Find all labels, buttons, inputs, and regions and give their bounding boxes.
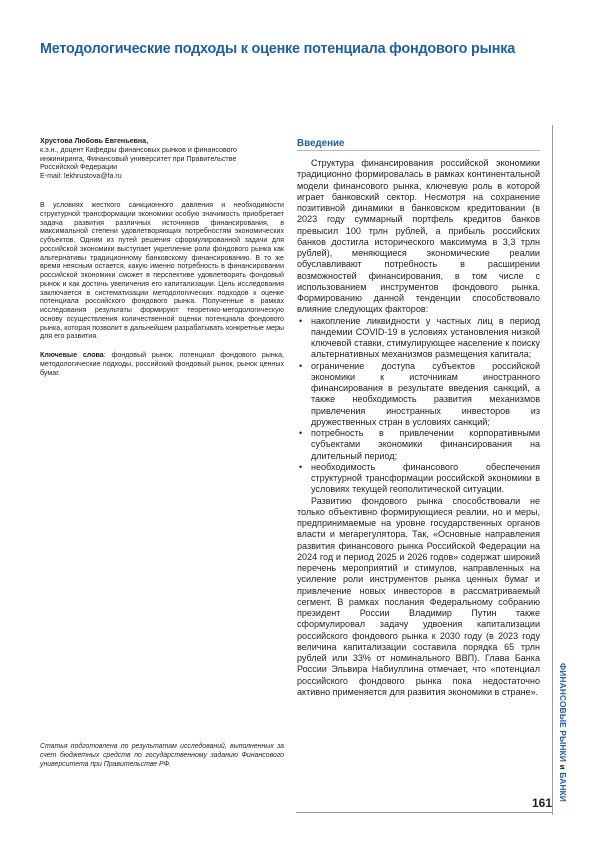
author-block <box>40 137 284 181</box>
page-number: 161 <box>531 796 552 810</box>
keywords-label: Ключевые слова <box>40 351 104 359</box>
main-text-column <box>297 158 540 698</box>
abstract: В условиях жесткого санкционного давления и необходимости структурной трансформации экономики особую значимость приобретает задача развития различных источников финансирования, в максимальной степени удовлетворяющих потребностям экономических субъектов. Одним из путей решения сформулированной задачи для российской экономики выступает укрепление роли фондового рынка как альтернативы традиционному банковскому финансированию. В то же время неясным остается, какую именно потребность в финансировании российской экономики сможет в перспективе удовлетворять фондовый рынок и как достичь увеличения его капитализации. Цель исследования заключается в систематизации методологических подходов к оценке потенциала российского фондового рынка. Полученные в рамках исследования результаты формируют теоретико-методологическую основу осуществления количественной оценки потенциала фондового рынка, которая позволит в дальнейшем разрабатывать конкретные меры для его развития. <box>40 201 284 341</box>
factors-list <box>297 316 540 496</box>
journal-section-label: ФИНАНСОВЫЕ РЫНКИ и БАНКИ <box>558 663 568 803</box>
section-divider <box>297 150 540 151</box>
funding-footnote: Статья подготовлена по результатам исследований, выполненных за счет бюджетных средств по государственному заданию Финансового университета при Правительстве РФ. <box>40 743 284 768</box>
list-item: • потребность в привлечении корпоративными субъектами экономики финансирования на длительный период; <box>299 428 540 461</box>
list-item: • накопление ликвидности у частных лиц в период пандемии COVID-19 в условиях установления низкой ключевой ставки, стимулирующее население к поиску альтернативных механизмов размещения капитала; <box>299 315 540 360</box>
footer-rule <box>296 812 552 813</box>
bullet-icon: • <box>299 315 303 326</box>
margin-rule <box>552 125 553 815</box>
keywords-text: : фондовый рынок, потенциал фондового рынка, методологические подходы, российский фондовый рынок, рынок ценных бумаг. <box>40 351 284 377</box>
intro-paragraph: Структура финансирования российской экономики традиционно формировалась в рамках континентальной модели финансового рынка, ключевую роль в которой играет банковский сектор. Несмотря на сохранение позитивной динамики в банковском кредитовании (в 2023 году суммарный портфель кредитов банков превысил 100 трлн рублей, а прибыль российских банков достигла исторического максимума в 3,3 трлн рублей), меняющиеся экономические реалии обуславливают потребность в расширении возможностей финансирования, в том числе с использованием инструментов фондового рынка. Формированию данной тенденции способствовало влияние следующих факторов: <box>297 158 540 315</box>
author-email: E-mail: lekhrustova@fa.ru <box>40 172 122 181</box>
list-item: • ограничение доступа субъектов российской экономики к источникам иностранного финансирования в результате введения санкций, а также необходимость развития механизмов привлечения иностранных инвесторов из дружественных стран в условиях санкций; <box>299 360 540 427</box>
bullet-icon: • <box>299 360 303 371</box>
article-title: Методологические подходы к оценке потенциала фондового рынка <box>40 41 515 57</box>
bullet-icon: • <box>299 428 303 438</box>
body-paragraph: Развитию фондового рынка способствовали не только объективно формирующиеся реалии, но и меры, предпринимаемые на уровне государственных органов власти и мегарегулятора. Так, «Основные направления развития финансового рынка Российской Федерации на 2024 год и период 2025 и 2026 годов» содержат широкий перечень мероприятий и стимулов, направленных на усиление роли инструментов рынка ценных бумаг и привлечение новых инвесторов в рассматриваемый сегмент. В рамках послания Федеральному собранию президент России Владимир Путин также сформулировал задачу удвоения капитализации российского фондового рынка к 2030 году (в 2023 году величина капитализации составила порядка 65 трлн рублей или 33% от номинального ВВП). Глава Банка России Эльвира Набиуллина отмечает, что «потенциал российского фондового рынка пока недостаточно активно применяется для развития экономики в стране». <box>297 495 540 697</box>
author-name: Хрустова Любовь Евгеньевна, <box>40 137 149 145</box>
author-affiliation: к.э.н., доцент Кафедры финансовых рынков и финансового инжиниринга, Финансовый университет при Правительстве Российской Федерации <box>40 145 237 172</box>
bullet-icon: • <box>299 461 303 472</box>
keywords <box>40 351 284 377</box>
list-item: • необходимость финансового обеспечения структурной трансформации российской экономики в условиях текущей геополитической ситуации. <box>299 461 540 495</box>
section-heading: Введение <box>297 138 345 149</box>
